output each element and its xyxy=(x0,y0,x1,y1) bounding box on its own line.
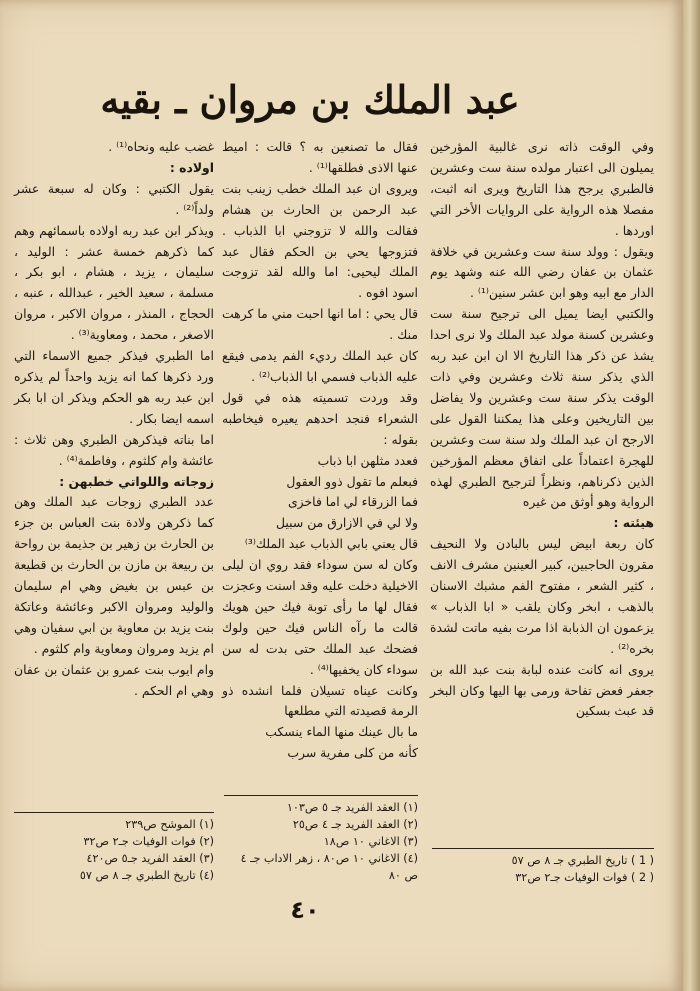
paragraph: ويذكر ابن عبد ربه اولاده باسمائهم وهم كما ذكرهم خمسة عشر : الوليد ، سليمان ، يزيد ، هشام ، ابو بكر ، مسلمة ، سعيد الخير ، عبدالله ، عنبه ، الحجاج ، المنذر ، مروان الاكبر ، مروان الاصغر ، محمد ، ومعاوية⁽³⁾ . xyxy=(14,222,214,343)
text-column-right xyxy=(430,137,654,722)
section-heading: زوجاته واللواتي خطبهن : xyxy=(59,473,214,489)
footnote-divider xyxy=(224,795,418,796)
paragraph: وام ايوب بنت عمرو بن عثمان بن عفان وهي ام الحكم . xyxy=(14,661,214,698)
paragraph: ويقول : وولد سنة ست وعشرين في خلافة عثمان بن عفان رضي الله عنه وشهد يوم الدار مع ابيه وهو ابن عشر سنين⁽¹⁾ . xyxy=(430,243,654,301)
footnote: ( 2 ) فوات الوفيات جـ٢ ص٣٢ xyxy=(515,871,654,884)
text-column-left xyxy=(14,137,214,701)
footnote: (٢) العقد الفريد جـ ٤ ص٢٥ xyxy=(292,818,418,831)
footnote: (٣) العقد الفريد جـ٥ ص٤٢٠ xyxy=(86,852,214,865)
footnote: (٤) تاريخ الطبري جـ ٨ ص ٥٧ xyxy=(79,869,214,882)
paragraph: غضب عليه ونحاه⁽¹⁾ . xyxy=(108,139,214,154)
section-heading: اولاده : xyxy=(169,159,214,175)
verse-line: فعدد مثلهن ابا ذباب xyxy=(317,452,418,468)
paragraph: ويروى ان عبد الملك خطب زينب بنت عبد الرحمن بن الحارث بن هشام فقالت والله لا تزوجني ابا الذباب . فتزوجها يحي بن الحكم فقال عبد الملك ليحيى: اما والله لقد تزوجت اسود افوه . xyxy=(222,180,418,301)
verse-line: فما الزرقاء لي اما فاخزى xyxy=(287,494,418,510)
verse-line: ولا لي في الازارق من سبيل xyxy=(276,515,418,531)
footnote: (١) الموشح ص٢٣٩ xyxy=(125,818,214,831)
paragraph: يقول الكتبي : وكان له سبعة عشر ولداً⁽²⁾ . xyxy=(14,180,214,217)
footnotes-left xyxy=(14,816,214,884)
footnote: (٢) فوات الوفيات جـ٢ ص٣٢ xyxy=(83,835,214,848)
page-title: عبد الملك بن مروان ـ بقيه xyxy=(100,77,520,122)
footnote: ( 1 ) تاريخ الطبري جـ ٨ ص ٥٧ xyxy=(511,854,654,867)
paragraph: عدد الطبري زوجات عبد الملك وهن كما ذكرهن ولادة بنت العباس بن جزء بن الحارث بن زهير بن جذيمة بن رواحة بن ربيعة بن مازن بن الحارث بن قطيعة بن عبس بن بغيض وهي ام سليمان والوليد ومروان الاكبر وعائشة وعاتكة بنت يزيد بن معاوية بن ابي سفيان وهي ام يزيد ومروان ومعاوية وام كلثوم . xyxy=(14,494,214,656)
verse-line: فبعلم ما تقول ذوو العقول xyxy=(286,473,418,489)
paragraph: وقد وردت تسميته هذه في قول الشعراء فنجد احدهم يعيره فيخاطبه بقوله : xyxy=(222,389,418,447)
page-number: ٤٠ xyxy=(290,896,320,924)
paragraph: يروى انه كانت عنده لبابة بنت عبد الله بن جعفر فعض تفاحة ورمى بها اليها وكان البخر قد عبث بسكين xyxy=(430,661,654,719)
verse-line: ما بال عينك منها الماء ينسكب xyxy=(265,724,418,740)
paragraph: كان عبد الملك رديء الفم يدمى فيقع عليه الذباب فسمي ابا الذباب⁽²⁾ . xyxy=(222,348,418,384)
footnote-divider xyxy=(432,848,654,849)
footnote-divider xyxy=(14,812,214,813)
footnotes-right xyxy=(432,852,654,886)
footnotes-middle xyxy=(224,799,418,884)
section-heading: هيئته : xyxy=(613,515,654,531)
paragraph: والكتبي ايضا يميل الى ترجيح سنة ست وعشرين كسنة مولد عبد الملك ولا نرى احدا يشذ عن ذكر هذا التاريخ الا ان ابن عبد ربه الذي يذكر سنة ثلاث وعشرين وفي ذات الوقت يذكر سنة ست وعشرين ولا يفاضل بين التاريخين وعلى هذا يمكننا القول على الارجح ان عبد الملك ولد سنة ست وعشرين للهجرة اعتماداً على اتفاق معظم المؤرخين الذين ذكرناهم، ونظراً لترجيح الطبري لهذه الرواية وهو أوثق من غيره xyxy=(430,306,654,510)
footnote: (٤) الاغاني ١٠ ص٨٠ ، زهر الاداب جـ ٤ ص ٨٠ xyxy=(240,852,418,882)
paragraph: وكانت عيناه تسيلان فلما انشده ذو الرمة قصيدته التي مطلعها xyxy=(222,682,418,719)
paragraph: اما الطبري فيذكر جميع الاسماء التي ورد ذكرها كما انه يزيد واحداً لم يذكره ابن عبد ربه هو الحكم ويذكر ان ابا بكر اسمه ايضا بكار . xyxy=(14,348,214,426)
footnote: (١) العقد الفريد جـ ٥ ص١٠٣ xyxy=(286,801,418,814)
footnote: (٣) الاغاني ١٠ ص١٨ xyxy=(323,835,418,848)
paragraph: قال يحي : اما انها احبت مني ما كرهت منك . xyxy=(222,306,418,343)
paragraph: كان ربعة ابيض ليس بالبادن ولا النحيف مقرون الحاجبين، كبير العينين مشرف الانف ، كثير الشعر ، مفتوح الفم مشبك الاسنان بالذهب ، ابخر وكان يلقب « ابا الذباب » يزعمون ان الذبابة اذا مرت بفيه ماتت لشدة بخره⁽²⁾ . xyxy=(430,536,654,656)
text-column-middle xyxy=(222,137,418,764)
paragraph: اما بناته فيذكرهن الطبري وهن ثلاث : عائشة وام كلثوم ، وفاطمة⁽⁴⁾ . xyxy=(14,431,214,468)
paragraph: قال يعني بابي الذباب عبد الملك⁽³⁾ xyxy=(244,536,418,552)
paragraph: وكان له سن سوداء فقد روي ان ليلى الاخيلية دخلت عليه وقد اسنت وعجزت فقال لها ما رأى توبة فيك حين هويك قالت ما رآه الناس فيك حين ولوك فضحك عبد الملك حتى بدت له سن سوداء كان يخفيها⁽⁴⁾ . xyxy=(222,557,418,677)
verse-line: كأنه من كلى مفرية سرب xyxy=(287,745,418,761)
paragraph: فقال ما تصنعين به ؟ قالت : اميط عنها الاذى فطلقها⁽¹⁾ . xyxy=(222,139,418,175)
page-edge xyxy=(683,0,700,991)
paragraph: وفي الوقت ذاته نرى غالبية المؤرخين يميلون الى اعتبار مولده سنة ست وعشرين فالطبري يرجح هذا التاريخ ويرى انه اثبت، مفصلا هذه الرواية على الروايات الأخر التي اوردها . xyxy=(430,139,654,238)
